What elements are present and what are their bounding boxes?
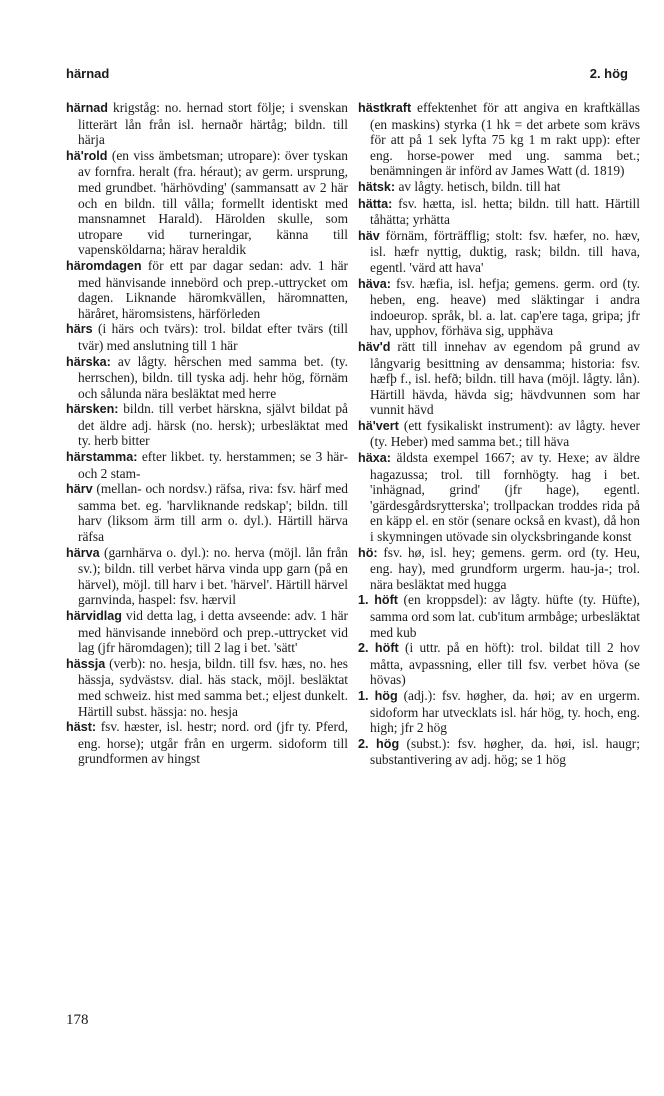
entry-text: krigståg: no. hernad stort följe; i svenskan litterärt lån från isl. hernaðr härtåg; bildn. till härja bbox=[78, 100, 348, 148]
entry-headword: 2. höft bbox=[358, 641, 399, 656]
dictionary-entry bbox=[358, 545, 640, 593]
entry-headword: hässja bbox=[66, 656, 106, 671]
entry-text: fsv. hætta, isl. hetta; bildn. till hatt. Härtill tåhätta; yrhätta bbox=[370, 195, 640, 228]
dictionary-entry bbox=[358, 592, 640, 640]
entry-headword: hä'vert bbox=[358, 418, 399, 433]
entry-headword: härnad bbox=[66, 101, 108, 115]
right-guide-word: 2. hög bbox=[589, 66, 628, 81]
dictionary-entry bbox=[66, 401, 348, 449]
entry-text: av lågty. hêrschen med samma bet. (ty. herrschen), bildn. till tyska adj. hehr hög, förnäm och sålunda nära besläktat med herre bbox=[78, 353, 348, 401]
entry-text: effektenhet för att angiva en kraftkällas (en maskins) styrka (1 hk = det arbete som krävs för att på 1 sek lyfta 75 kg 1 m rakt upp): efter eng. horse-power med ung. samma bet.; benämningen är införd av James Watt (d. 1819) bbox=[370, 100, 640, 179]
dictionary-entry bbox=[358, 339, 640, 418]
entry-text: (i uttr. på en höft): trol. bildat till 2 hov måtta, avpassning, eller till fsv. verbet höva (se hövas) bbox=[370, 640, 640, 688]
dictionary-entry bbox=[358, 100, 640, 179]
dictionary-entry bbox=[66, 608, 348, 656]
entry-headword: härstamma: bbox=[66, 450, 138, 465]
left-guide-word: härnad bbox=[66, 66, 110, 81]
entry-headword: hä'rold bbox=[66, 148, 108, 163]
dictionary-entry bbox=[66, 258, 348, 321]
entry-headword: 1. hög bbox=[358, 688, 398, 703]
dictionary-entry bbox=[358, 196, 640, 228]
entry-headword: häromdagen bbox=[66, 258, 142, 273]
entry-text: (ett fysikaliskt instrument): av lågty. hever (ty. Heber) med samma bet.; till häva bbox=[370, 417, 640, 450]
dictionary-entry bbox=[66, 719, 348, 767]
entry-text: förnäm, förträfflig; stolt: fsv. hæfer, no. hæv, isl. hæfr nyttig, duktig, rask; bildn. till hava, egentl. 'värd att hava' bbox=[370, 227, 640, 275]
entry-text: bildn. till verbet härskna, självt bildat på det äldre adj. härsk (no. hersk); urbesläktat med ty. herb bitter bbox=[78, 401, 348, 449]
entry-text: fsv. hø, isl. hey; gemens. germ. ord (ty. Heu, eng. hay), med grundform urgerm. hau-ja-; trol. nära besläktat med hugga bbox=[370, 544, 640, 592]
entry-headword: härs bbox=[66, 322, 93, 337]
dictionary-entry bbox=[358, 450, 640, 545]
entry-text: (adj.): fsv. høgher, da. høi; av en urgerm. sidoform har utvecklats isl. hár hög, ty. hoch, eng. high; jfr 2 hög bbox=[370, 687, 640, 736]
entry-text: äldsta exempel 1667; av ty. Hexe; av äldre hagazussa; trol. till fornhögty. hag i bet. 'inhägnad, grind' (jfr hage), egentl. 'gärdesgårdsrytterska'; trollpackan troddes rida på en käpp el. en stör (senare också en kvast), då hon i skymningen utövade sin olycksbringande konst bbox=[370, 450, 640, 545]
entry-text: av lågty. hetisch, bildn. till hat bbox=[395, 178, 561, 194]
dictionary-entry bbox=[358, 688, 640, 736]
entry-text: rätt till innehav av egendom på grund av långvarig besittning av densamma; historia: fsv. hæfþ f., isl. hefð; bildn. till hava (möjl. lågty. lån). Härtill hävda, hävda sig; hävdvunnen som har vunnit hävd bbox=[370, 338, 640, 418]
entry-text: fsv. hæfia, isl. hefja; gemens. germ. ord (ty. heben, eng. heave) med släktingar i andra indoeurop. språk, bl. a. lat. cap'ere taga, gripa; jfr hav, upphov, förhäva sig, upphäva bbox=[370, 275, 640, 339]
entry-text: (en kroppsdel): av lågty. hüfte (ty. Hüfte), samma ord som lat. cub'itum armbåge; urbesläktat med kub bbox=[370, 592, 640, 640]
page-number: 178 bbox=[66, 1012, 89, 1028]
entry-headword: hätta: bbox=[358, 196, 393, 211]
entry-text: (i härs och tvärs): trol. bildat efter tvärs (till tvär) med anslutning till 1 här bbox=[78, 321, 348, 353]
entry-headword: härva bbox=[66, 545, 100, 560]
dictionary-entry bbox=[66, 148, 348, 258]
entry-text: (en viss ämbetsman; utropare): över tyskan av fornfra. heralt (fra. héraut); av germ. ursprung, med grundbet. 'härhövding' (sammansatt av 2 här och en bildn. till vålla; formellt identiskt med mansnamnet Harald). Härolden skulle, som utropare vid turneringar, känna till vapensköldarna; härav heraldik bbox=[78, 147, 348, 258]
entry-headword: häv'd bbox=[358, 339, 391, 354]
dictionary-entry bbox=[66, 656, 348, 719]
entry-text: för ett par dagar sedan: adv. 1 här med hänvisande innebörd och prep.-uttrycket om dagen. Liknande häromkvällen, häromnatten, häråret, häromsistens, härförleden bbox=[78, 257, 348, 321]
entry-text: efter likbet. ty. herstammen; se 3 här- och 2 stam- bbox=[78, 449, 348, 481]
entry-headword: häv bbox=[358, 228, 380, 243]
dictionary-entry bbox=[358, 276, 640, 339]
right-column bbox=[358, 100, 640, 768]
entry-headword: 1. höft bbox=[358, 593, 398, 608]
dictionary-entry bbox=[66, 449, 348, 481]
entry-headword: hätsk: bbox=[358, 179, 396, 194]
dictionary-entry bbox=[66, 545, 348, 608]
entry-text: fsv. hæster, isl. hestr; nord. ord (jfr ty. Pferd, eng. horse); utgår från en urgerm. sidoform till grundformen av hingst bbox=[78, 719, 348, 767]
dictionary-entry bbox=[358, 640, 640, 688]
entry-text: (verb): no. hesja, bildn. till fsv. hæs, no. hes hässja, sydvästsv. dial. häs stack, möjl. besläktat med schweiz. hist med samma bet.; eljest dunkelt. Härtill subst. hässja: no. hesja bbox=[78, 655, 348, 719]
dictionary-entry bbox=[66, 321, 348, 353]
dictionary-entry bbox=[66, 354, 348, 402]
dictionary-entry bbox=[358, 418, 640, 450]
entry-headword: häva: bbox=[358, 276, 391, 291]
entry-headword: härska: bbox=[66, 354, 111, 369]
entry-headword: härvidlag bbox=[66, 609, 122, 623]
entry-headword: hästkraft bbox=[358, 101, 412, 115]
entry-headword: hö: bbox=[358, 545, 378, 560]
entry-headword: häst: bbox=[66, 720, 97, 735]
entry-headword: häxa: bbox=[358, 451, 391, 466]
entry-headword: 2. hög bbox=[358, 736, 400, 751]
entry-headword: härv bbox=[66, 482, 93, 497]
entry-headword: härsken: bbox=[66, 402, 119, 417]
dictionary-entry bbox=[358, 736, 640, 768]
dictionary-entry bbox=[66, 481, 348, 544]
dictionary-entry bbox=[66, 100, 348, 148]
entry-text: (mellan- och nordsv.) räfsa, riva: fsv. härf med samma bet. eg. 'harvliknande redskap'; bildn. till harv (liksom ärm till arm o. dyl.). Härtill härva räfsa bbox=[78, 481, 348, 545]
entry-text: (subst.): fsv. høgher, da. høi, isl. haugr; substantivering av adj. hög; se 1 hög bbox=[370, 735, 640, 768]
entry-text: (garnhärva o. dyl.): no. herva (möjl. lån från sv.); bildn. till verbet härva vinda upp garn (på en härvel), möjl. till harv i bet. 'härvel'. Härtill härvel garnvinda, haspel: fsv. hærvil bbox=[78, 544, 348, 608]
entry-text: vid detta lag, i detta avseende: adv. 1 här med hänvisande innebörd och prep.-uttrycket vid lag (jfr häromdagen); till 2 lag i bet. 'sätt' bbox=[78, 608, 348, 656]
dictionary-entry bbox=[358, 179, 640, 196]
left-column bbox=[66, 100, 348, 767]
dictionary-entry bbox=[358, 228, 640, 276]
